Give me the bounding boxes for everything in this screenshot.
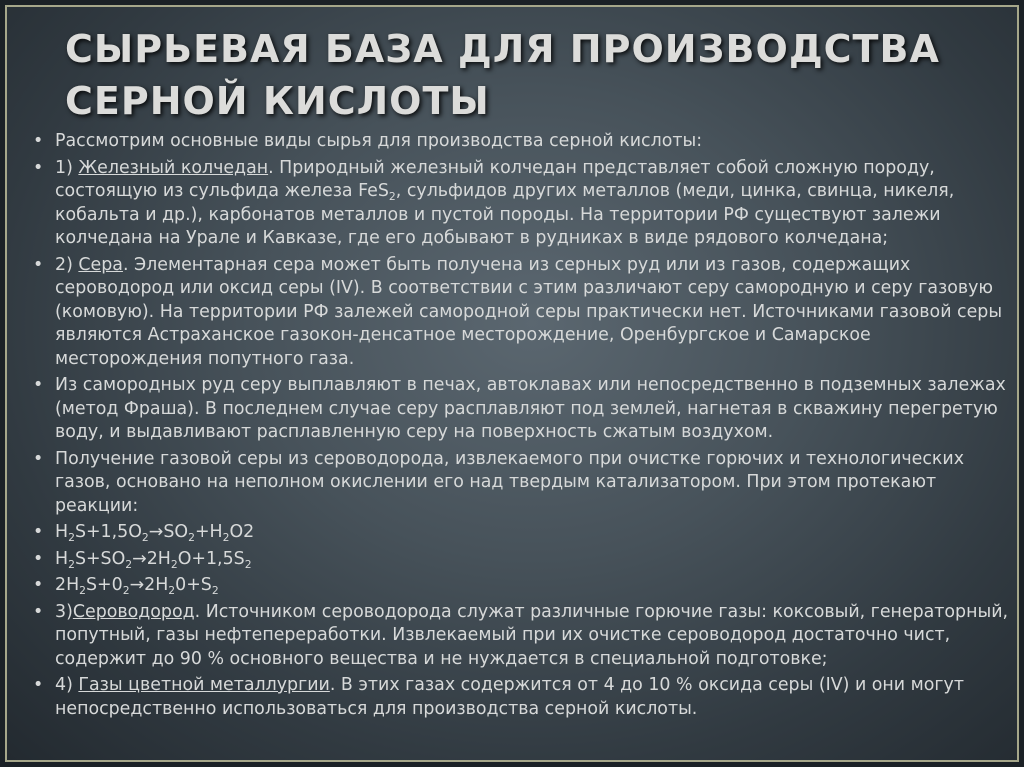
eq2-sub: 2 xyxy=(244,557,252,571)
pyrite-text-b: , сульфидов других металлов (меди, цинка, свинца, никеля, кобальта и др.), карбонатов металлов и пустой породы. На территории РФ существуют залежи колчедана на Урале и Кавказе, где его добывают в рудниках в виде рядового колчедана; xyxy=(55,181,955,248)
eq2-part: S+SO xyxy=(74,548,126,569)
bullet-equation-3 xyxy=(27,574,1012,598)
bullet-pyrite xyxy=(27,157,1012,251)
eq1-sub: 2 xyxy=(188,530,195,544)
eq3-sub: 2 xyxy=(79,583,87,597)
metallurgy-text: . В этих газах содержится от 4 до 10 % оксида серы (IV) и они могут непосредственно использоваться для производства серной кислоты. xyxy=(55,675,964,719)
eq3-part: 0+S xyxy=(175,575,212,595)
bullet-list xyxy=(27,130,1012,724)
eq2-sub: 2 xyxy=(125,557,133,571)
metallurgy-number: 4) xyxy=(55,675,79,695)
eq3-sub: 2 xyxy=(211,583,219,597)
eq1-part: H xyxy=(55,522,69,542)
eq1-sub: 2 xyxy=(68,530,75,544)
title-line-1: СЫРЬЕВАЯ БАЗА ДЛЯ ПРОИЗВОДСТВА xyxy=(65,27,940,71)
h2s-term: Сероводород xyxy=(72,601,195,622)
h2s-number: 3) xyxy=(55,601,73,622)
eq2-part: O+1,5S xyxy=(177,548,245,569)
bullet-equation-2 xyxy=(27,548,1012,572)
sulfur-term: Сера xyxy=(78,254,123,275)
bullet-equation-1 xyxy=(27,521,1012,545)
pyrite-text-a: . Природный железный колчедан представляет собой сложную породу, состоящую из сульфида железа FeS xyxy=(55,157,935,201)
pyrite-term: Железный колчедан xyxy=(78,157,269,178)
eq2-part: →2H xyxy=(132,548,171,569)
bullet-native-ore xyxy=(27,374,1012,445)
native-ore-text: Из самородных руд серу выплавляют в печах, автоклавах или непосредственно в подземных залежах (метод Фраша). В последнем случае серу расплавляют под землей, нагнетая в скважину перегретую воду, и выдавливают расплавленную серу на поверхность сжатым воздухом. xyxy=(55,375,1006,442)
eq2-sub: 2 xyxy=(170,557,178,571)
bullet-sulfur xyxy=(27,254,1012,372)
title-line-2: СЕРНОЙ КИСЛОТЫ xyxy=(65,79,490,123)
eq3-sub: 2 xyxy=(168,583,176,597)
h2s-text: . Источником сероводорода служат различные горючие газы: коксовый, генераторный, попутный, газы нефтепереработки. Извлекаемый при их очистке сероводород достаточно чист, содержит до 90 % основного вещества и не нуждается в специальной подготовке; xyxy=(55,601,1009,669)
eq1-part: O2 xyxy=(229,522,255,542)
bullet-metallurgy-gases xyxy=(27,674,1012,721)
eq2-part: H xyxy=(55,548,69,569)
sulfur-text: . Элементарная сера может быть получена из серных руд или из газов, содержащих сероводород или оксид серы (IV). В соответствии с этим различают серу самородную и серу газовую (комовую). На территории РФ залежей самородной серы практически нет. Источниками газовой серы являются Астраханское газокон-денсатное месторождение, Оренбургское и Самарское месторождения попутного газа. xyxy=(55,254,1003,369)
eq1-sub: 2 xyxy=(222,530,230,544)
bullet-intro xyxy=(27,130,1012,154)
eq3-part: →2H xyxy=(129,575,169,595)
sulfur-number: 2) xyxy=(55,254,79,275)
bullet-gas-sulfur xyxy=(27,448,1012,519)
metallurgy-term: Газы цветной металлургии xyxy=(78,675,330,695)
eq3-part: 2H xyxy=(55,575,80,595)
eq3-part: S+0 xyxy=(86,575,123,595)
eq1-part: +H xyxy=(194,522,223,542)
pyrite-number: 1) xyxy=(55,157,79,178)
eq2-sub: 2 xyxy=(68,557,75,571)
eq1-part: S+1,5O xyxy=(74,522,142,542)
eq3-sub: 2 xyxy=(122,583,130,597)
pyrite-subscript: 2 xyxy=(388,189,396,203)
intro-text: Рассмотрим основные виды сырья для производства серной кислоты: xyxy=(55,131,703,151)
eq1-sub: 2 xyxy=(141,530,149,544)
eq1-part: →SO xyxy=(148,522,189,542)
slide-title xyxy=(65,23,965,127)
bullet-hydrogen-sulfide xyxy=(27,601,1012,672)
slide xyxy=(5,5,1019,762)
gas-sulfur-text: Получение газовой серы из сероводорода, извлекаемого при очистке горючих и технологических газов, основано на неполном окислении его над твердым катализатором. При этом протекают реакции: xyxy=(55,448,965,516)
